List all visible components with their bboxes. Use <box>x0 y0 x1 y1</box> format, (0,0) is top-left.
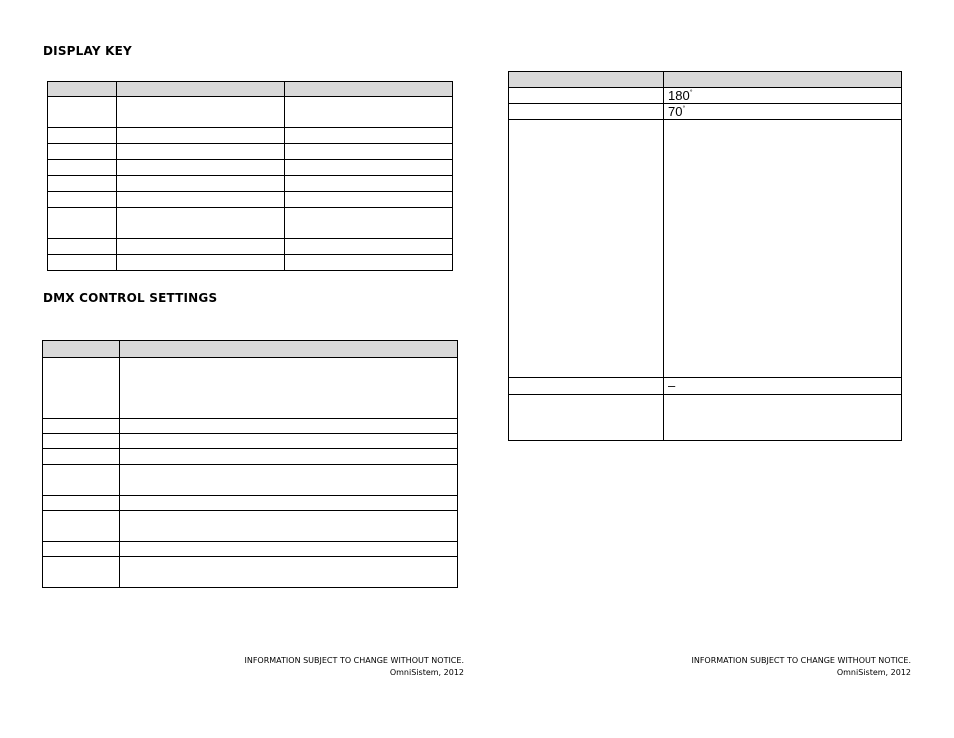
table-row <box>48 128 453 144</box>
footer-copyright: OmniSistem, 2012 <box>389 668 464 677</box>
table-header-row <box>48 82 453 97</box>
table-row <box>43 511 458 542</box>
table-row <box>43 434 458 449</box>
table-row <box>509 88 902 104</box>
table-row <box>509 120 902 378</box>
pan-range-cell <box>664 88 902 104</box>
footer-copyright: OmniSistem, 2012 <box>836 668 911 677</box>
table-row <box>48 208 453 239</box>
display-key-heading: DISPLAY KEY <box>43 44 132 58</box>
table-row <box>43 496 458 511</box>
tilt-range-cell <box>664 104 902 120</box>
table-row <box>43 557 458 588</box>
table-row <box>43 419 458 434</box>
degree-symbol: ° <box>689 89 693 97</box>
tilt-range-value: 70 <box>668 104 683 119</box>
display-key-table <box>47 81 453 271</box>
table-row <box>48 239 453 255</box>
table-row <box>48 192 453 208</box>
right-footer <box>640 655 911 679</box>
footer-notice: INFORMATION SUBJECT TO CHANGE WITHOUT NOTICE. <box>244 656 464 665</box>
footer-notice: INFORMATION SUBJECT TO CHANGE WITHOUT NOTICE. <box>691 656 911 665</box>
table-row <box>509 395 902 441</box>
table-header-row <box>509 72 902 88</box>
table-row <box>48 97 453 128</box>
left-footer <box>200 655 464 679</box>
dmx-control-settings-heading: DMX CONTROL SETTINGS <box>43 291 218 305</box>
degree-symbol: ° <box>682 105 686 113</box>
table-row <box>509 378 902 395</box>
pan-range-value: 180 <box>668 88 690 103</box>
dmx-settings-table <box>42 340 458 588</box>
specifications-table <box>508 71 902 441</box>
table-row <box>43 542 458 557</box>
table-row <box>43 358 458 419</box>
table-header-row <box>43 341 458 358</box>
table-row <box>48 176 453 192</box>
table-row <box>43 465 458 496</box>
table-row <box>48 255 453 271</box>
dash-cell: – <box>664 378 902 395</box>
table-row <box>43 449 458 465</box>
table-row <box>48 160 453 176</box>
table-row <box>48 144 453 160</box>
table-row <box>509 104 902 120</box>
